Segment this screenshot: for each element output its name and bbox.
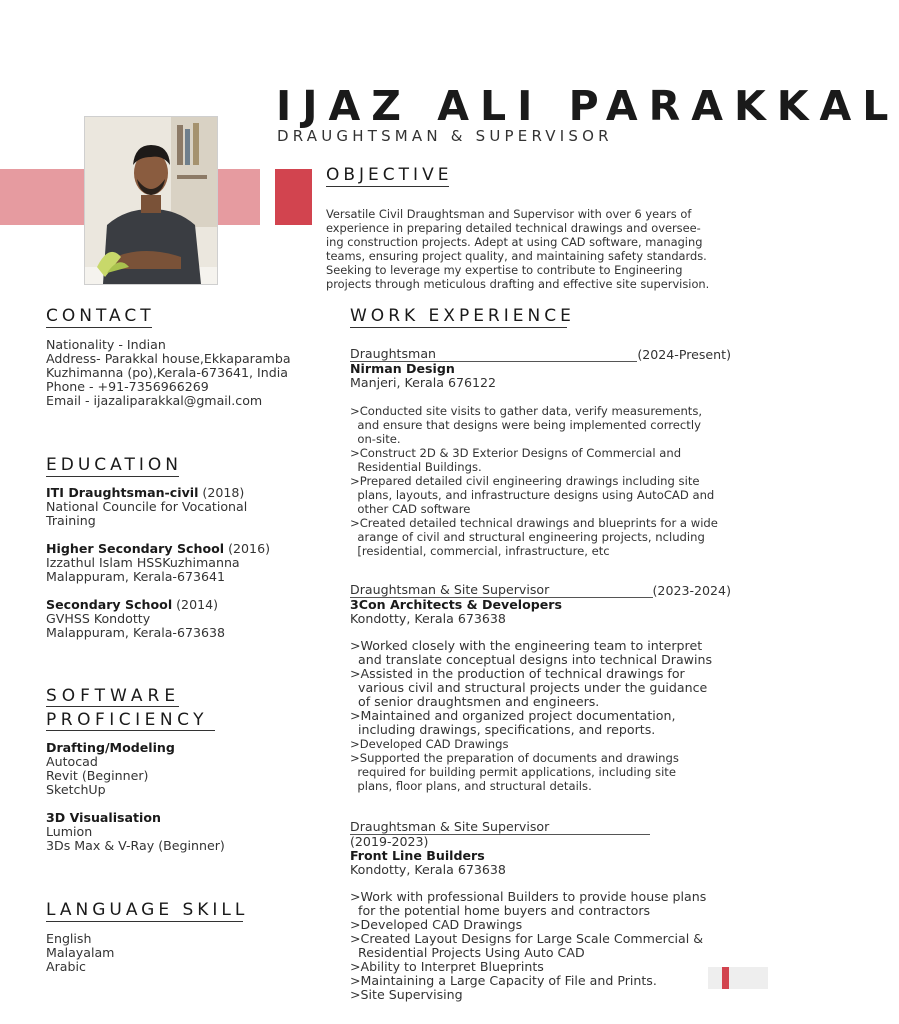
- job-bullet: >Developed CAD Drawings: [350, 917, 523, 932]
- job-location: Manjeri, Kerala 676122: [350, 375, 497, 390]
- job-bullet: >Developed CAD Drawings: [350, 737, 509, 751]
- job-bullet: arange of civil and structural engineering projects, ncluding: [350, 530, 705, 544]
- contact-address-line2: Kuzhimanna (po),Kerala-673641, India: [46, 365, 288, 380]
- software-group-title: 3D Visualisation: [46, 810, 161, 825]
- job-period: (2023-2024): [652, 583, 731, 598]
- job-bullet: >Site Supervising: [350, 987, 463, 1002]
- language-item: Arabic: [46, 959, 86, 974]
- software-item: Revit (Beginner): [46, 768, 149, 783]
- job-entry: [350, 820, 650, 877]
- job-bullet: Residential Buildings.: [350, 460, 482, 474]
- education-title: Secondary School: [46, 597, 173, 612]
- education-entry: [46, 542, 270, 584]
- decor-band-middle: [216, 169, 260, 225]
- language-item: Malayalam: [46, 945, 115, 960]
- job-period: (2024-Present): [637, 347, 731, 362]
- contact-address: Address- Parakkal house,Ekkaparamba: [46, 351, 291, 366]
- objective-line: experience in preparing detailed technical drawings and oversee-: [326, 221, 701, 235]
- software-heading-line1: SOFTWARE: [46, 686, 181, 706]
- profile-photo-illustration: [85, 117, 217, 284]
- job-bullet: and ensure that designs were being implemented correctly: [350, 418, 701, 432]
- job-bullet: including drawings, specifications, and reports.: [350, 722, 656, 737]
- objective-line: projects through meticulous drafting and effective site supervision.: [326, 277, 710, 291]
- objective-line: teams, ensuring project quality, and maintaining safety standards.: [326, 249, 707, 263]
- objective-text: [326, 207, 732, 291]
- contact-underline: [46, 327, 152, 328]
- decor-corner-red: [722, 967, 729, 989]
- job-bullet: plans, layouts, and infrastructure designs using AutoCAD and: [350, 488, 715, 502]
- decor-corner-grey: [708, 967, 768, 989]
- job-bullet: >Created detailed technical drawings and blueprints for a wide: [350, 516, 718, 530]
- objective-heading: OBJECTIVE: [326, 165, 453, 185]
- job-location: Kondotty, Kerala 673638: [350, 862, 506, 877]
- software-item: Lumion: [46, 824, 93, 839]
- education-underline: [46, 476, 179, 477]
- job-bullet: >Prepared detailed civil engineering drawings including site: [350, 474, 700, 488]
- contact-nationality: Nationality - Indian: [46, 337, 166, 352]
- contact-email: Email - ijazaliparakkal@gmail.com: [46, 393, 263, 408]
- objective-line: ing construction projects. Adept at using CAD software, managing: [326, 235, 703, 249]
- profile-photo: [84, 116, 218, 285]
- education-institution: National Councile for Vocational: [46, 499, 248, 514]
- education-title: Higher Secondary School: [46, 541, 225, 556]
- job-bullet: on-site.: [350, 432, 401, 446]
- job-bullet: >Conducted site visits to gather data, verify measurements,: [350, 404, 703, 418]
- language-item: English: [46, 931, 92, 946]
- job-entry: [350, 583, 731, 626]
- objective-underline: [326, 186, 449, 187]
- software-item: SketchUp: [46, 782, 106, 797]
- job-company: Front Line Builders: [350, 848, 485, 863]
- job-bullet: >Construct 2D & 3D Exterior Designs of Commercial and: [350, 446, 682, 460]
- job-bullet: >Ability to Interpret Blueprints: [350, 959, 544, 974]
- job-entry: [350, 347, 731, 390]
- software-group: [46, 811, 225, 853]
- objective-line: Versatile Civil Draughtsman and Supervisor with over 6 years of: [326, 207, 692, 221]
- job-bullet: [residential, commercial, infrastructure, etc: [350, 544, 610, 558]
- software-group: [46, 741, 175, 797]
- job-location: Kondotty, Kerala 673638: [350, 611, 506, 626]
- education-institution: GVHSS Kondotty: [46, 611, 151, 626]
- education-location: Malappuram, Kerala-673641: [46, 569, 226, 584]
- job-role: Draughtsman & Site Supervisor: [350, 583, 653, 598]
- language-heading: LANGUAGE SKILL: [46, 900, 249, 920]
- candidate-name: IJAZ ALI PARAKKAL: [276, 82, 899, 130]
- software-item: 3Ds Max & V-Ray (Beginner): [46, 838, 225, 853]
- contact-heading: CONTACT: [46, 306, 155, 326]
- language-list: [46, 932, 114, 974]
- education-entry: [46, 486, 247, 528]
- software-underline-2: [46, 730, 215, 731]
- job-bullet: Residential Projects Using Auto CAD: [350, 945, 585, 960]
- job-bullet: plans, floor plans, and structural details.: [350, 779, 592, 793]
- job-role: Draughtsman: [350, 347, 637, 362]
- software-item: Autocad: [46, 754, 98, 769]
- job-responsibilities: [350, 890, 706, 1002]
- decor-band-red: [275, 169, 312, 225]
- job-bullet: required for building permit applications, including site: [350, 765, 676, 779]
- work-heading: WORK EXPERIENCE: [350, 306, 575, 326]
- language-underline: [46, 921, 243, 922]
- job-responsibilities: [350, 404, 718, 558]
- job-company: 3Con Architects & Developers: [350, 597, 562, 612]
- job-bullet: other CAD software: [350, 502, 471, 516]
- job-bullet: >Supported the preparation of documents and drawings: [350, 751, 679, 765]
- education-entry: [46, 598, 225, 640]
- job-role: Draughtsman & Site Supervisor: [350, 820, 650, 835]
- objective-line: Seeking to leverage my expertise to contribute to Engineering: [326, 263, 683, 277]
- software-heading-line2: PROFICIENCY: [46, 710, 209, 730]
- decor-band-left: [0, 169, 84, 225]
- contact-phone: Phone - +91-7356966269: [46, 379, 209, 394]
- job-company: Nirman Design: [350, 361, 455, 376]
- education-heading: EDUCATION: [46, 455, 182, 475]
- education-location: Malappuram, Kerala-673638: [46, 625, 226, 640]
- education-title: ITI Draughtsman-civil: [46, 485, 199, 500]
- job-bullet: >Worked closely with the engineering team to interpret: [350, 638, 703, 653]
- job-responsibilities: [350, 639, 712, 793]
- job-bullet: of senior draughtsmen and engineers.: [350, 694, 600, 709]
- job-bullet: and translate conceptual designs into technical Drawins: [350, 652, 713, 667]
- job-bullet: for the potential home buyers and contractors: [350, 903, 651, 918]
- job-bullet: >Created Layout Designs for Large Scale Commercial &: [350, 931, 704, 946]
- education-year: (2018): [198, 485, 245, 500]
- job-bullet: >Maintaining a Large Capacity of File and Prints.: [350, 973, 657, 988]
- education-year: (2014): [172, 597, 219, 612]
- work-underline: [350, 327, 567, 328]
- job-bullet: various civil and structural projects under the guidance: [350, 680, 708, 695]
- software-group-title: Drafting/Modeling: [46, 740, 175, 755]
- job-bullet: >Maintained and organized project documentation,: [350, 708, 676, 723]
- job-bullet: >Work with professional Builders to provide house plans: [350, 889, 707, 904]
- education-institution: Izzathul Islam HSSKuzhimanna: [46, 555, 240, 570]
- job-bullet: >Assisted in the production of technical drawings for: [350, 666, 685, 681]
- job-period: (2019-2023): [350, 834, 429, 849]
- education-year: (2016): [224, 541, 270, 556]
- candidate-title: DRAUGHTSMAN & SUPERVISOR: [277, 127, 613, 145]
- software-underline-1: [46, 706, 179, 707]
- education-institution-line2: Training: [46, 513, 96, 528]
- contact-details: [46, 338, 291, 408]
